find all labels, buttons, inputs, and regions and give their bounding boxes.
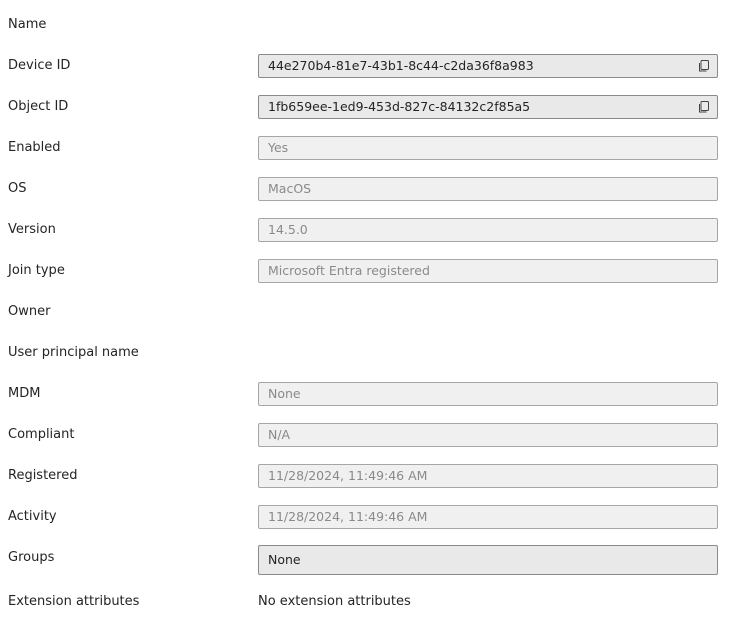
- groups-field[interactable]: None: [258, 545, 718, 575]
- join-type-label: Join type: [8, 263, 65, 278]
- device-id-field[interactable]: [258, 54, 718, 78]
- join-type-row: [0, 259, 744, 283]
- object-id-row: [0, 95, 744, 119]
- owner-row: [0, 300, 744, 324]
- version-row: [0, 218, 744, 242]
- upn-label: User principal name: [8, 345, 139, 360]
- object-id-value: 1fb659ee-1ed9-453d-827c-84132c2f85a5: [268, 99, 531, 114]
- activity-row: [0, 505, 744, 529]
- compliant-field: N/A: [258, 423, 718, 447]
- compliant-label: Compliant: [8, 427, 75, 442]
- name-row: [0, 13, 744, 37]
- join-type-field: Microsoft Entra registered: [258, 259, 718, 283]
- device-id-label: Device ID: [8, 58, 71, 73]
- object-id-field[interactable]: [258, 95, 718, 119]
- extension-attributes-row: [0, 590, 744, 614]
- device-id-row: [0, 54, 744, 78]
- registered-label: Registered: [8, 468, 78, 483]
- mdm-label: MDM: [8, 386, 41, 401]
- groups-row: [0, 545, 744, 569]
- mdm-row: [0, 382, 744, 406]
- enabled-label: Enabled: [8, 140, 61, 155]
- enabled-row: [0, 136, 744, 160]
- object-id-label: Object ID: [8, 99, 69, 114]
- owner-label: Owner: [8, 304, 51, 319]
- activity-label: Activity: [8, 509, 57, 524]
- registered-row: [0, 464, 744, 488]
- os-field: MacOS: [258, 177, 718, 201]
- device-id-value: 44e270b4-81e7-43b1-8c44-c2da36f8a983: [268, 58, 534, 73]
- version-field: 14.5.0: [258, 218, 718, 242]
- os-label: OS: [8, 181, 27, 196]
- copy-icon[interactable]: [697, 100, 711, 114]
- compliant-row: [0, 423, 744, 447]
- extension-attributes-label: Extension attributes: [8, 594, 140, 609]
- activity-field: 11/28/2024, 11:49:46 AM: [258, 505, 718, 529]
- enabled-field: Yes: [258, 136, 718, 160]
- copy-icon[interactable]: [697, 59, 711, 73]
- registered-field: 11/28/2024, 11:49:46 AM: [258, 464, 718, 488]
- version-label: Version: [8, 222, 56, 237]
- mdm-field: None: [258, 382, 718, 406]
- groups-label: Groups: [8, 550, 55, 565]
- extension-attributes-value: No extension attributes: [258, 594, 411, 609]
- name-label: Name: [8, 17, 47, 32]
- os-row: [0, 177, 744, 201]
- upn-row: [0, 341, 744, 365]
